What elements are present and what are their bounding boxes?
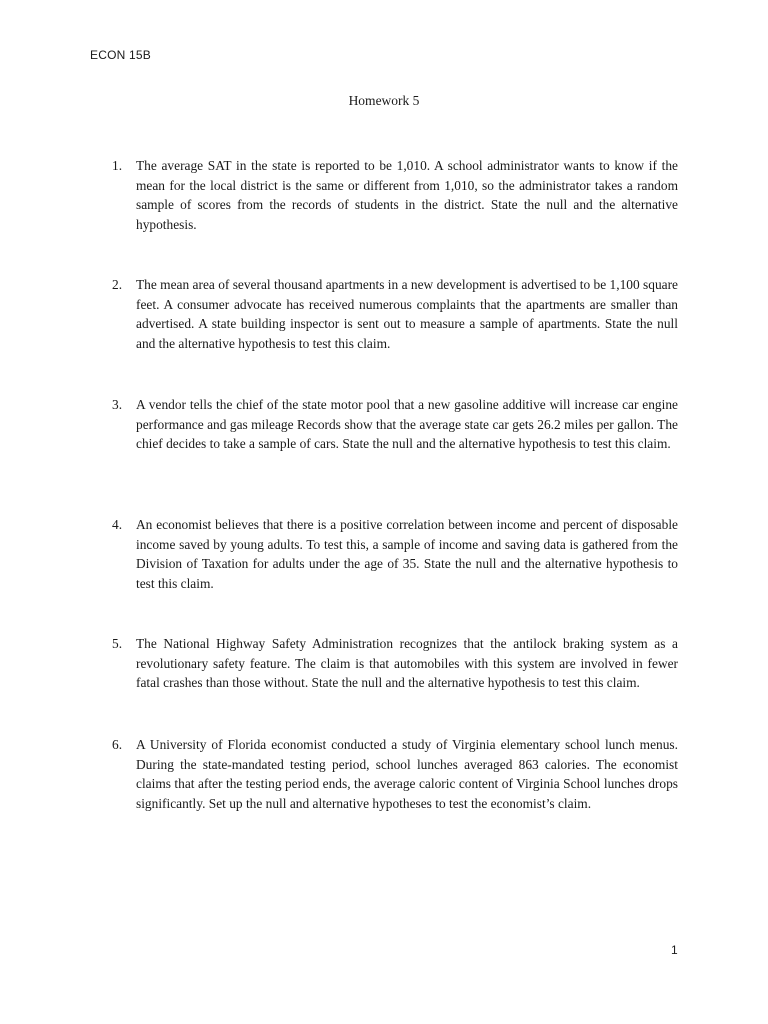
question-3 xyxy=(112,395,678,454)
question-number: 2. xyxy=(112,277,123,292)
question-5 xyxy=(112,634,678,693)
question-4 xyxy=(112,515,678,593)
question-6 xyxy=(112,735,678,813)
question-text: A University of Florida economist conducted a study of Virginia elementary school lunch menus. During the state-mandated testing period, school lunches averaged 863 calories. The economist claims that after the testing period ends, the average caloric content of Virginia School lunches drops significantly. Set up the null and alternative hypotheses to test the economist’s claim. xyxy=(136,737,678,811)
page-title: Homework 5 xyxy=(348,93,420,108)
question-1 xyxy=(112,156,678,234)
question-text: An economist believes that there is a positive correlation between income and percent of disposable income saved by young adults. To test this, a sample of income and saving data is gathered from the Division of Taxation for adults under the age of 35. State the null and the alternative hypothesis to test this claim. xyxy=(136,517,678,591)
course-header: ECON 15B xyxy=(90,48,151,62)
question-number: 4. xyxy=(112,517,123,532)
question-text: The mean area of several thousand apartments in a new development is advertised to be 1,100 square feet. A consumer advocate has received numerous complaints that the apartments are smaller than advertised. A state building inspector is sent out to measure a sample of apartments. State the null and the alternative hypothesis to test this claim. xyxy=(136,277,678,351)
question-number: 6. xyxy=(112,737,123,752)
question-text: The National Highway Safety Administration recognizes that the antilock braking system as a revolutionary safety feature. The claim is that automobiles with this system are involved in fewer fatal crashes than those without. State the null and the alternative hypothesis to test this claim. xyxy=(136,636,678,691)
page-number: 1 xyxy=(671,943,678,957)
question-number: 5. xyxy=(112,636,123,651)
question-2 xyxy=(112,275,678,353)
question-number: 1. xyxy=(112,158,123,173)
question-number: 3. xyxy=(112,397,123,412)
question-text: A vendor tells the chief of the state motor pool that a new gasoline additive will increase car engine performance and gas mileage Records show that the average state car gets 26.2 miles per gallon. The chief decides to take a sample of cars. State the null and the alternative hypothesis to test this claim. xyxy=(136,397,678,452)
question-text: The average SAT in the state is reported to be 1,010. A school administrator wants to know if the mean for the local district is the same or different from 1,010, so the administrator takes a random sample of scores from the records of students in the district. State the null and the alternative hypothesis. xyxy=(136,158,678,232)
